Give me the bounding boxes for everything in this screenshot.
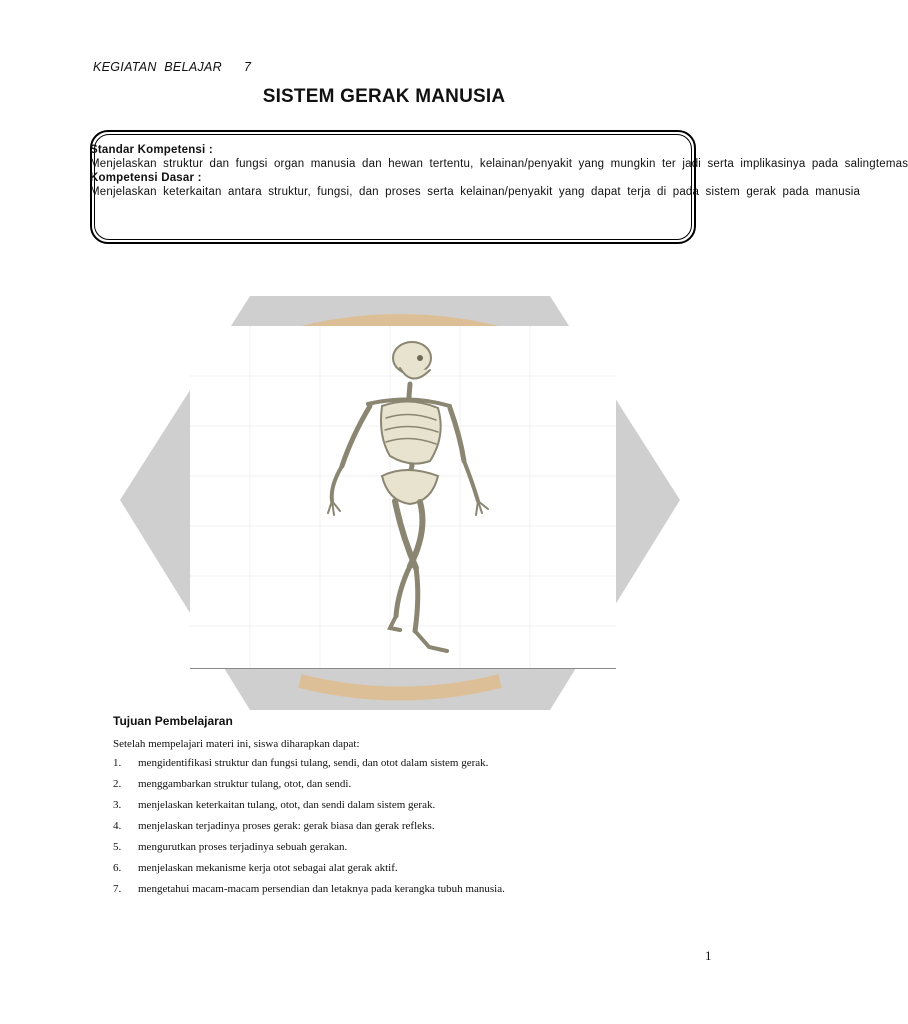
list-item: 3. menjelaskan keterkaitan tulang, otot, dan sendi dalam sistem gerak. <box>113 799 436 811</box>
list-item: 6. menjelaskan mekanisme kerja otot sebagai alat gerak aktif. <box>113 862 398 874</box>
basic-text: Menjelaskan keterkaitan antara struktur, fungsi, dan proses serta kelainan/penyakit yang dapat terja di pada sistem gerak pada manusia <box>90 186 861 198</box>
objectives-heading: Tujuan Pembelajaran <box>113 714 233 728</box>
activity-number: 7 <box>243 60 252 74</box>
objectives-list <box>113 757 733 904</box>
activity-label: KEGIATAN BELAJAR <box>93 60 222 74</box>
list-item: 7. mengetahui macam-macam persendian dan letaknya pada kerangka tubuh manusia. <box>113 883 505 895</box>
list-item: 5. mengurutkan proses terjadinya sebuah gerakan. <box>113 841 348 853</box>
skeleton-figure <box>120 296 680 710</box>
competency-text <box>90 143 908 199</box>
page-title: SISTEM GERAK MANUSIA <box>262 86 506 107</box>
list-item: 4. menjelaskan terjadinya proses gerak: gerak biasa dan gerak refleks. <box>113 820 435 832</box>
standard-heading: Standar Kompetensi : <box>90 144 213 156</box>
learning-objectives <box>113 714 733 904</box>
skeleton-walking-illustration <box>120 296 680 710</box>
objectives-intro: Setelah mempelajari materi ini, siswa diharapkan dapat: <box>113 738 360 750</box>
list-item: 1. mengidentifikasi struktur dan fungsi tulang, sendi, dan otot dalam sistem gerak. <box>113 757 489 769</box>
figure-divider <box>190 668 616 669</box>
standard-text: Menjelaskan struktur dan fungsi organ manusia dan hewan tertentu, kelainan/penyakit yang mungkin ter jadi serta implikasinya pada salingtemas <box>90 158 908 170</box>
list-item: 2. menggambarkan struktur tulang, otot, dan sendi. <box>113 778 352 790</box>
basic-heading: Kompetensi Dasar : <box>90 172 202 184</box>
activity-header <box>93 60 251 74</box>
page-number: 1 <box>705 948 712 963</box>
